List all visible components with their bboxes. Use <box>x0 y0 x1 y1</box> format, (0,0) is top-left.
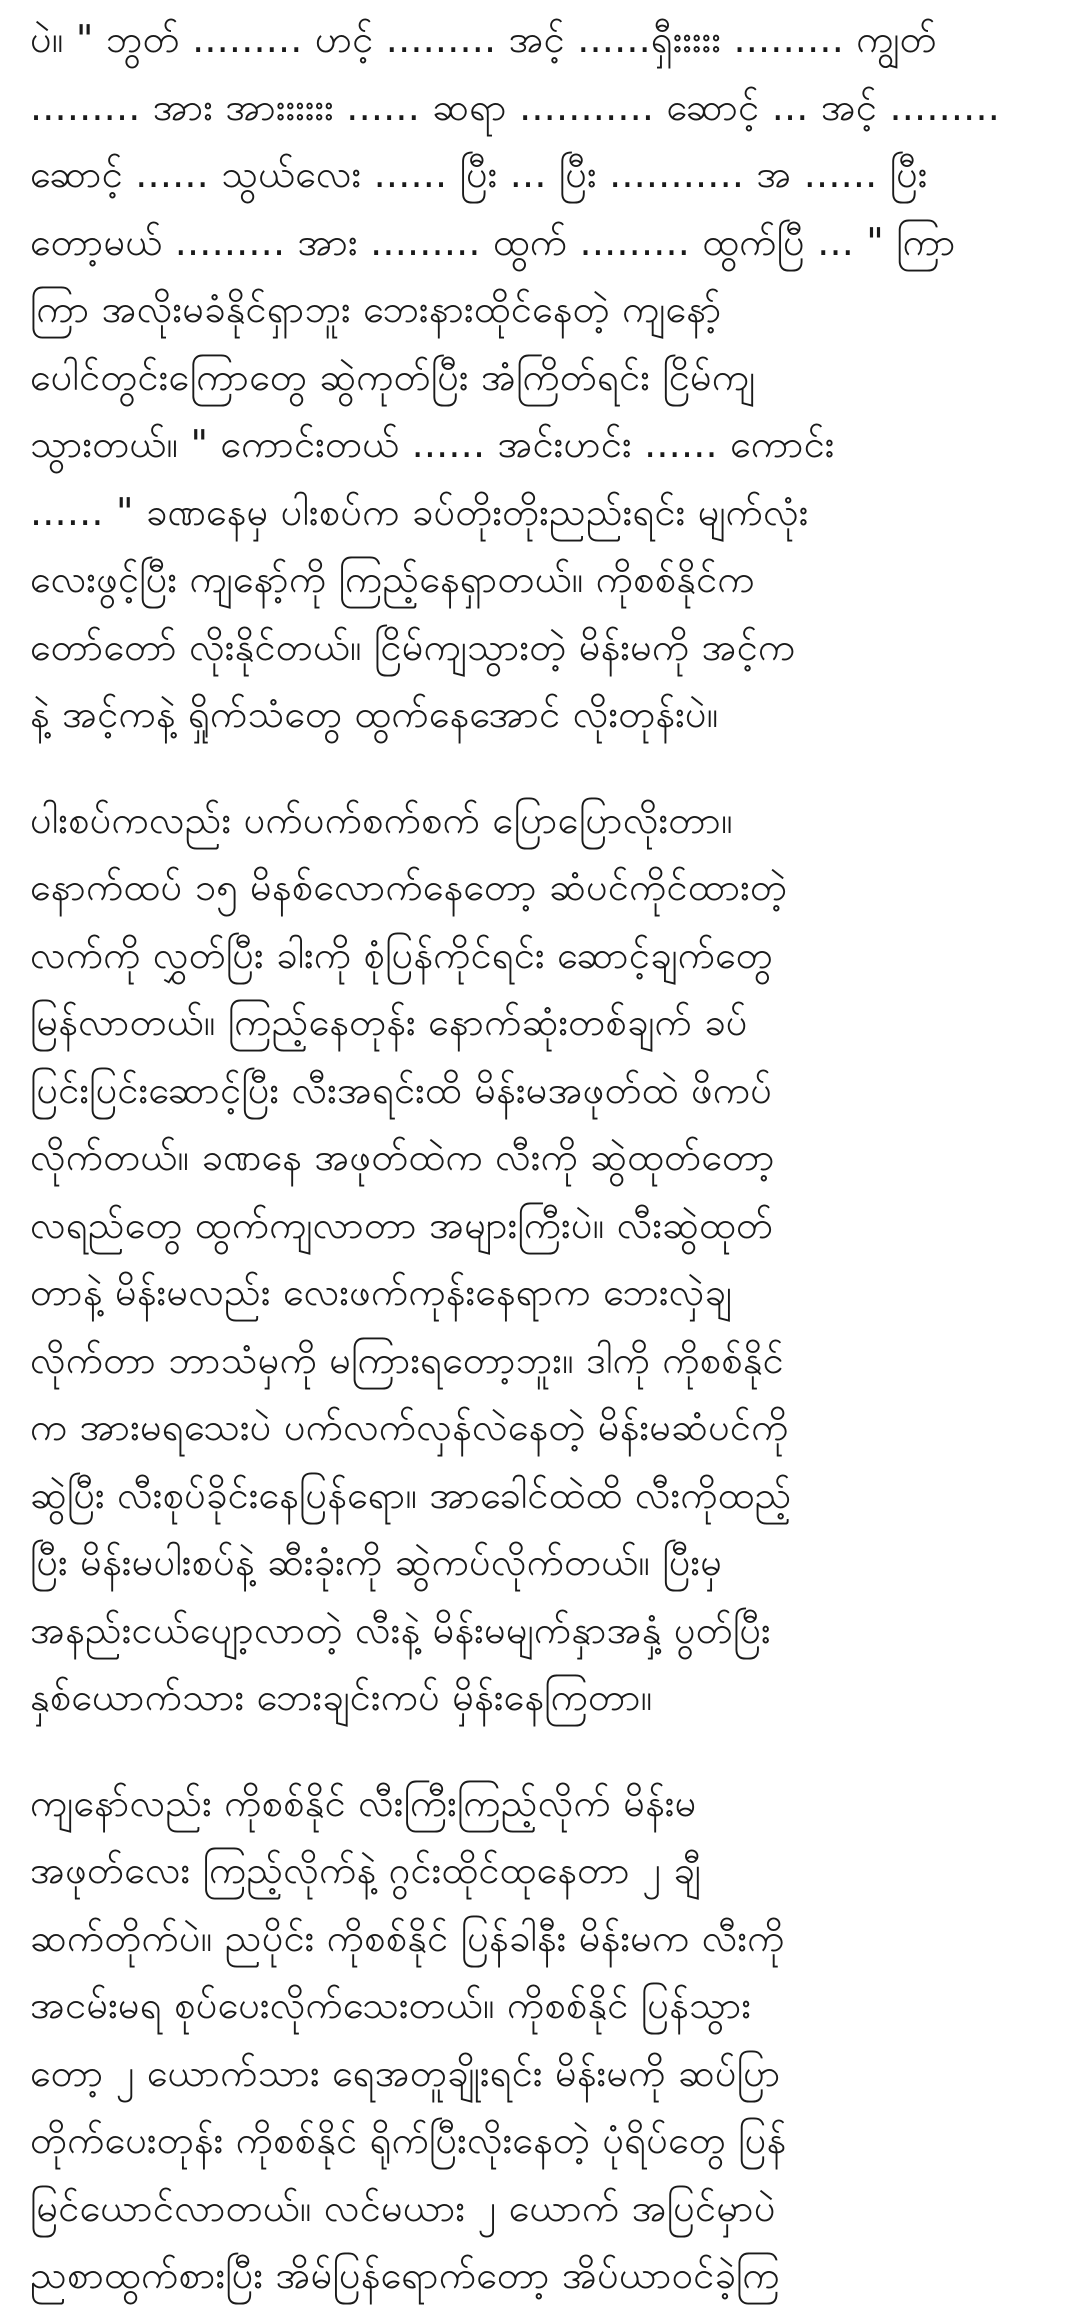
text-line: ညစာထွက်စားပြီး အိမ်ပြန်ရောက်တော့ အိပ်ယာဝင်ခဲ့ကြ <box>30 2253 780 2297</box>
text-line: ပြီး မိန်းမပါးစပ်နဲ့ ဆီးခုံးကို ဆွဲကပ်လိုက်တယ်။ ပြီးမှ <box>30 1540 723 1584</box>
text-line: ဆက်တိုက်ပဲ။ ညပိုင်း ကိုစစ်နိုင် ပြန်ခါနီး မိန်းမက လီးကို <box>30 1915 785 1960</box>
text-line: နောက်ထပ် ၁၅ မိနစ်လောက်နေတော့ ဆံပင်ကိုင်ထားတဲ့ <box>30 865 788 909</box>
text-line: ဆောင့် ...... သွယ်လေး ...... ပြီး ... ပြီး ........... အ ...... ပြီး <box>30 152 928 196</box>
text-line: မြင်ယောင်လာတယ်။ လင်မယား ၂ ယောက် အပြင်မှာပဲ <box>30 2185 776 2230</box>
text-line: နှစ်ယောက်သား ဘေးချင်းကပ် မှိန်းနေကြတာ။ <box>30 1675 653 1719</box>
text-line: တာနဲ့ မိန်းမလည်း လေးဖက်ကုန်းနေရာက ဘေးလှဲချ <box>30 1270 733 1314</box>
text-line: က အားမရသေးပဲ ပက်လက်လှန်လဲနေတဲ့ မိန်းမဆံပင်ကို <box>30 1405 789 1449</box>
text-line: လိုက်တာ ဘာသံမှကို မကြားရတော့ဘူး။ ဒါကို ကိုစစ်နိုင် <box>30 1337 784 1382</box>
text-line: ...... " ခဏနေမှ ပါးစပ်က ခပ်တိုးတိုးညည်းရင်း မျက်လုံး <box>30 489 809 534</box>
text-line: မြန်လာတယ်။ ကြည့်နေတုန်း နောက်ဆုံးတစ်ချက် ခပ် <box>30 1000 748 1044</box>
text-line: လိုက်တယ်။ ခဏနေ အဖုတ်ထဲက လီးကို ဆွဲထုတ်တော့ <box>30 1135 775 1179</box>
paragraph-1 <box>30 6 1054 749</box>
text-line: ဆွဲပြီး လီးစုပ်ခိုင်းနေပြန်ရော။ အာခေါင်ထဲထိ လီးကိုထည့် <box>30 1472 792 1517</box>
text-line: အဖုတ်လေး ကြည့်လိုက်နဲ့ ဂွင်းထိုင်ထုနေတာ ၂ ချီ <box>30 1848 701 1892</box>
text-line: နဲ့ အင့်ကနဲ့ ရှိုက်သံတွေ ထွက်နေအောင် လိုးတုန်းပဲ။ <box>30 692 719 736</box>
text-line: လေးဖွင့်ပြီး ကျနော့်ကို ကြည့်နေရှာတယ်။ ကိုစစ်နိုင်က <box>30 557 755 601</box>
text-line: တော့မယ် ......... အား ......... ထွက် ......... ထွက်ပြီ ... " ကြာ <box>30 219 956 264</box>
text-line: တိုက်ပေးတုန်း ကိုစစ်နိုင် ရိုက်ပြီးလိုးနေတဲ့ ပုံရိပ်တွေ ပြန် <box>30 2118 787 2162</box>
text-line: ......... အား အားးးးးး ...... ဆရာ ........... ဆောင့် ... အင့် ......... <box>30 84 1000 129</box>
text-line: လက်ကို လွှတ်ပြီး ခါးကို စုံပြန်ကိုင်ရင်း ဆောင့်ချက်တွေ <box>30 932 773 977</box>
paragraph-2 <box>30 787 1054 1732</box>
text-line: လရည်တွေ ထွက်ကျလာတာ အများကြီးပဲ။ လီးဆွဲထုတ် <box>30 1202 774 1247</box>
text-line: အနည်းငယ်ပျော့လာတဲ့ လီးနဲ့ မိန်းမမျက်နှာအနှံ့ ပွတ်ပြီး <box>30 1607 771 1652</box>
text-line: တော်တော် လိုးနိုင်တယ်။ ငြိမ်ကျသွားတဲ့ မိန်းမကို အင့်က <box>30 624 796 669</box>
text-line: ပါးစပ်ကလည်း ပက်ပက်စက်စက် ပြောပြောလိုးတာ။ <box>30 797 733 842</box>
text-line: သွားတယ်။ " ကောင်းတယ် ...... အင်းဟင်း ...... ကောင်း <box>30 422 835 466</box>
text-line: အငမ်းမရ စုပ်ပေးလိုက်သေးတယ်။ ကိုစစ်နိုင် ပြန်သွား <box>30 1983 752 2027</box>
text-line: ပြင်းပြင်းဆောင့်ပြီး လီးအရင်းထိ မိန်းမအဖုတ်ထဲ ဖိကပ် <box>30 1067 773 1112</box>
text-line: ကြာ အလိုးမခံနိုင်ရှာဘူး ဘေးနားထိုင်နေတဲ့ ကျနော့် <box>30 287 722 331</box>
text-line: တော့ ၂ ယောက်သား ရေအတူချိုးရင်း မိန်းမကို ဆပ်ပြာ <box>30 2050 781 2095</box>
paragraph-3 <box>30 1770 1054 2310</box>
text-line: ပဲ။ " ဘွတ် ......... ဟင့် ......... အင့် ......ရှီးးးးး ......... ကျွတ် <box>30 17 937 61</box>
text-line: ပေါင်တွင်းကြောတွေ ဆွဲကုတ်ပြီး အံကြိတ်ရင်း ငြိမ်ကျ <box>30 354 756 399</box>
text-line: ကျနော်လည်း ကိုစစ်နိုင် လီးကြီးကြည့်လိုက် မိန်းမ <box>30 1780 697 1825</box>
